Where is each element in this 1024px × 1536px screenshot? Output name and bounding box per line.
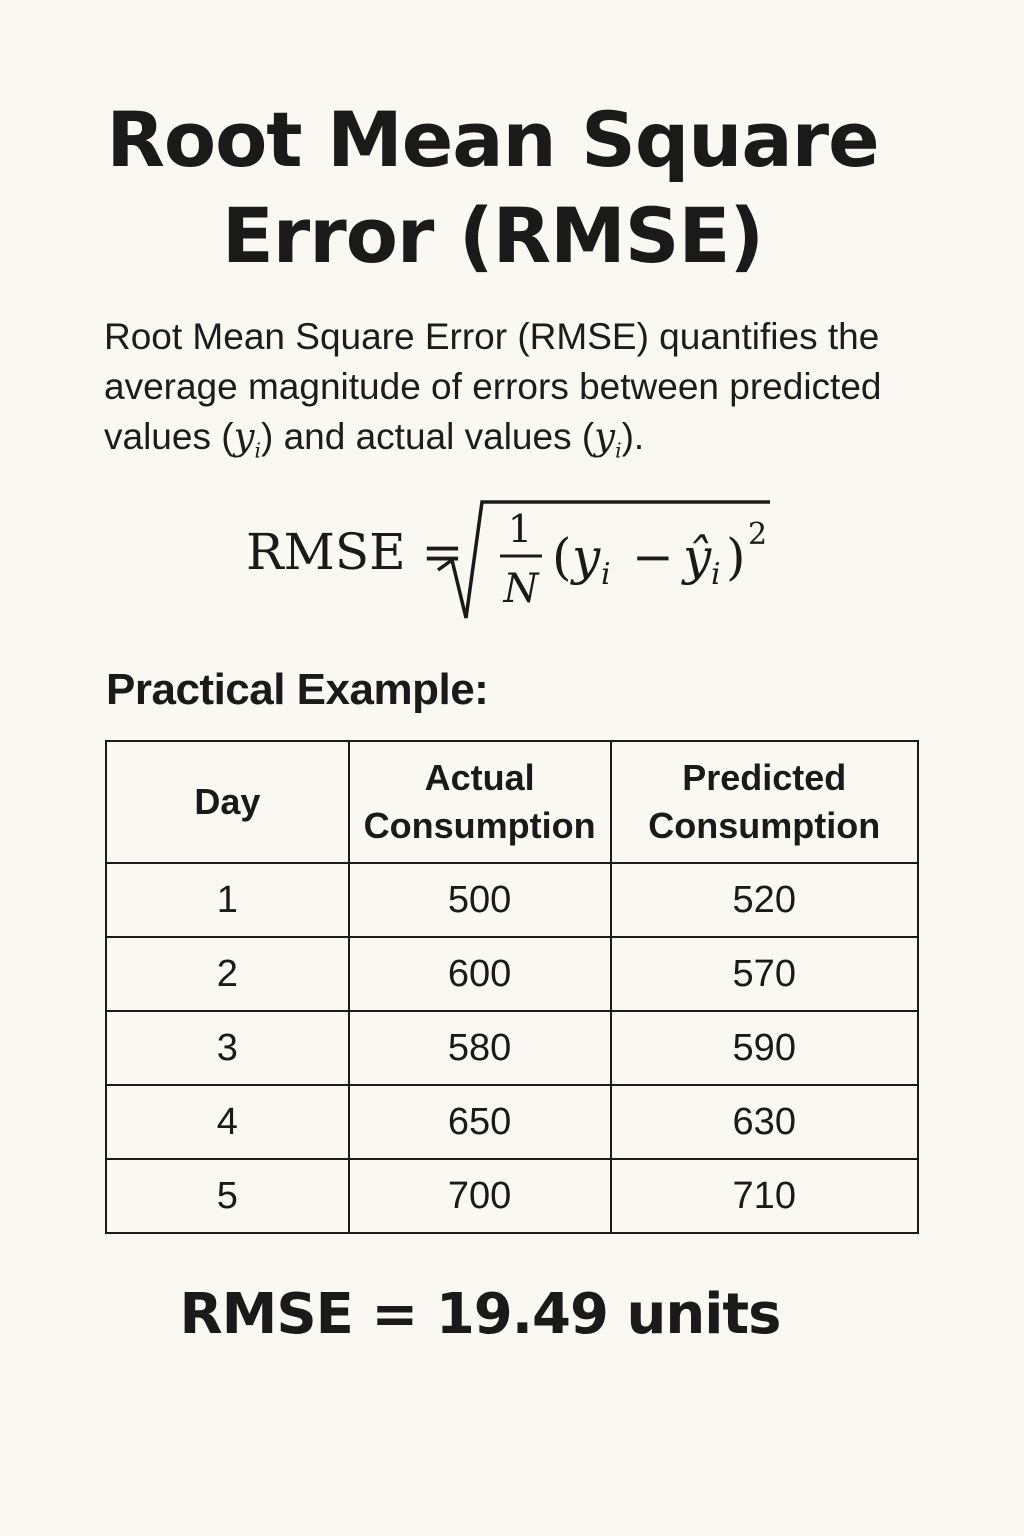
minus-sign: − (632, 528, 674, 586)
cell-actual: 500 (349, 863, 611, 937)
table-row (106, 1011, 918, 1085)
table-header-row (106, 741, 918, 863)
rmse-result: RMSE = 19.49 units (179, 1282, 781, 1347)
cell-day: 1 (106, 863, 349, 937)
cell-predicted: 630 (611, 1085, 918, 1159)
description-text-middle: ) and actual values ( (260, 416, 595, 457)
cell-predicted: 570 (611, 937, 918, 1011)
consumption-table (105, 740, 919, 1234)
cell-day: 3 (106, 1011, 349, 1085)
exponent: 2 (748, 517, 768, 552)
practical-example-heading: Practical Example: (106, 665, 489, 714)
rmse-formula (0, 490, 1024, 630)
open-paren: ( (552, 528, 572, 586)
rmse-description (104, 312, 944, 475)
cell-day: 5 (106, 1159, 349, 1233)
predicted-y-hat: ŷ (683, 528, 712, 586)
formula-lhs: RMSE = (246, 523, 464, 581)
page-title (0, 92, 985, 284)
title-line-1: Root Mean Square (106, 95, 879, 184)
fraction-numerator: 1 (507, 507, 533, 551)
actual-y: y (572, 528, 601, 586)
table-row (106, 1085, 918, 1159)
description-text-after: ). (621, 416, 645, 457)
table-row (106, 863, 918, 937)
fraction-denominator: N (503, 566, 539, 612)
cell-actual: 600 (349, 937, 611, 1011)
cell-day: 4 (106, 1085, 349, 1159)
cell-predicted: 590 (611, 1011, 918, 1085)
actual-y-subscript: i (601, 557, 611, 592)
predicted-variable: $y_i$ (233, 415, 261, 463)
description-text-before: Root Mean Square Error (RMSE) quantifies the average magnitude of errors between predicted values ( (104, 316, 882, 457)
cell-predicted: 520 (611, 863, 918, 937)
cell-actual: 700 (349, 1159, 611, 1233)
cell-actual: 650 (349, 1085, 611, 1159)
close-paren: ) (726, 528, 746, 586)
actual-variable: $y_i$ (594, 415, 622, 463)
cell-day: 2 (106, 937, 349, 1011)
table-row (106, 1159, 918, 1233)
header-predicted-consumption: Predicted Consumption (611, 741, 918, 863)
predicted-y-subscript: i (711, 557, 721, 592)
cell-actual: 580 (349, 1011, 611, 1085)
header-day: Day (106, 741, 349, 863)
title-line-2: Error (RMSE) (221, 191, 764, 280)
cell-predicted: 710 (611, 1159, 918, 1233)
header-actual-consumption: Actual Consumption (349, 741, 611, 863)
table-row (106, 937, 918, 1011)
